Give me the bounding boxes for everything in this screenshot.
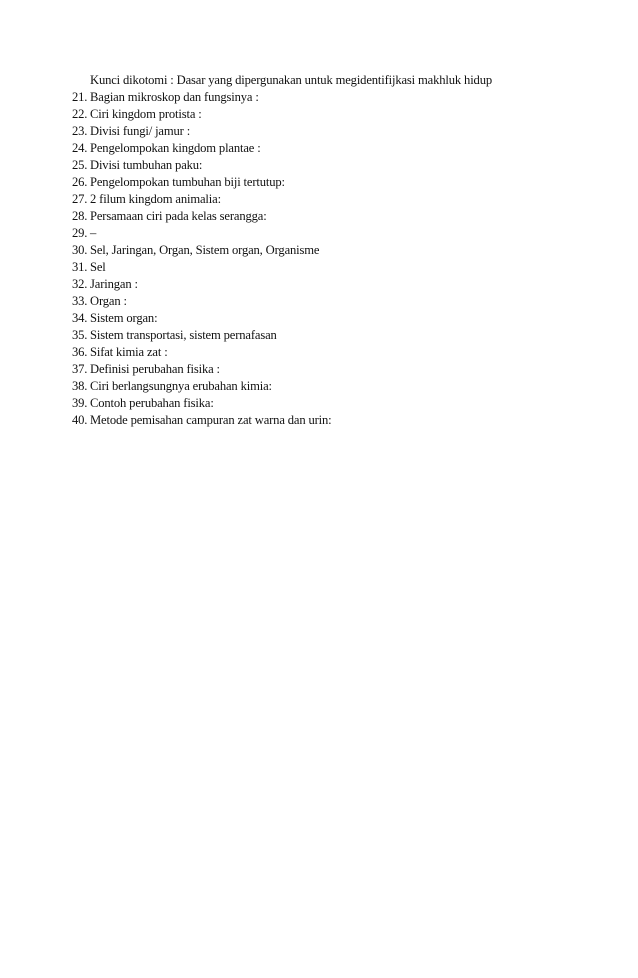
item-number: 22. xyxy=(72,107,88,121)
item-number: 38. xyxy=(72,379,88,393)
item-text: Sistem organ: xyxy=(90,311,158,325)
item-text: Persamaan ciri pada kelas serangga: xyxy=(90,209,267,223)
item-text: Ciri kingdom protista : xyxy=(90,107,202,121)
item-number: 33. xyxy=(72,294,88,308)
item-text: Bagian mikroskop dan fungsinya : xyxy=(90,90,259,104)
item-text: 2 filum kingdom animalia: xyxy=(90,192,221,206)
item-text: Organ : xyxy=(90,294,127,308)
list-item xyxy=(72,242,592,259)
list-item xyxy=(72,123,592,140)
list-item xyxy=(72,208,592,225)
item-number: 21. xyxy=(72,90,88,104)
list-item xyxy=(72,191,592,208)
item-text: Sel xyxy=(90,260,106,274)
item-text: Metode pemisahan campuran zat warna dan urin: xyxy=(90,413,332,427)
item-number: 35. xyxy=(72,328,88,342)
item-number: 30. xyxy=(72,243,88,257)
list-item xyxy=(72,412,592,429)
item-text: Definisi perubahan fisika : xyxy=(90,362,220,376)
item-number: 27. xyxy=(72,192,88,206)
list-item xyxy=(72,310,592,327)
list-item xyxy=(72,361,592,378)
list-item xyxy=(72,259,592,276)
list-item xyxy=(72,225,592,242)
item-number: 26. xyxy=(72,175,88,189)
item-number: 32. xyxy=(72,277,88,291)
item-number: 28. xyxy=(72,209,88,223)
item-number: 39. xyxy=(72,396,88,410)
item-text: – xyxy=(90,226,97,240)
item-number: 40. xyxy=(72,413,88,427)
intro-text: Kunci dikotomi : Dasar yang dipergunakan untuk megidentifijkasi makhluk hidup xyxy=(90,73,492,87)
item-text: Pengelompokan tumbuhan biji tertutup: xyxy=(90,175,285,189)
list-item xyxy=(72,276,592,293)
item-text: Sifat kimia zat : xyxy=(90,345,168,359)
item-text: Ciri berlangsungnya erubahan kimia: xyxy=(90,379,272,393)
item-number: 36. xyxy=(72,345,88,359)
item-number: 34. xyxy=(72,311,88,325)
item-number: 29. xyxy=(72,226,88,240)
item-text: Contoh perubahan fisika: xyxy=(90,396,214,410)
item-number: 24. xyxy=(72,141,88,155)
item-text: Sistem transportasi, sistem pernafasan xyxy=(90,328,277,342)
list-item xyxy=(72,378,592,395)
list-item xyxy=(72,106,592,123)
list-item xyxy=(72,157,592,174)
list-item xyxy=(72,89,592,106)
intro-line xyxy=(72,72,592,89)
list-item xyxy=(72,327,592,344)
item-number: 37. xyxy=(72,362,88,376)
item-number: 25. xyxy=(72,158,88,172)
document-body xyxy=(72,72,592,429)
item-number: 23. xyxy=(72,124,88,138)
item-text: Pengelompokan kingdom plantae : xyxy=(90,141,261,155)
list-item xyxy=(72,344,592,361)
item-text: Sel, Jaringan, Organ, Sistem organ, Organisme xyxy=(90,243,320,257)
list-item xyxy=(72,395,592,412)
item-text: Divisi fungi/ jamur : xyxy=(90,124,191,138)
list-item xyxy=(72,174,592,191)
item-text: Divisi tumbuhan paku: xyxy=(90,158,203,172)
item-text: Jaringan : xyxy=(90,277,138,291)
item-number: 31. xyxy=(72,260,88,274)
list-item xyxy=(72,140,592,157)
list-item xyxy=(72,293,592,310)
